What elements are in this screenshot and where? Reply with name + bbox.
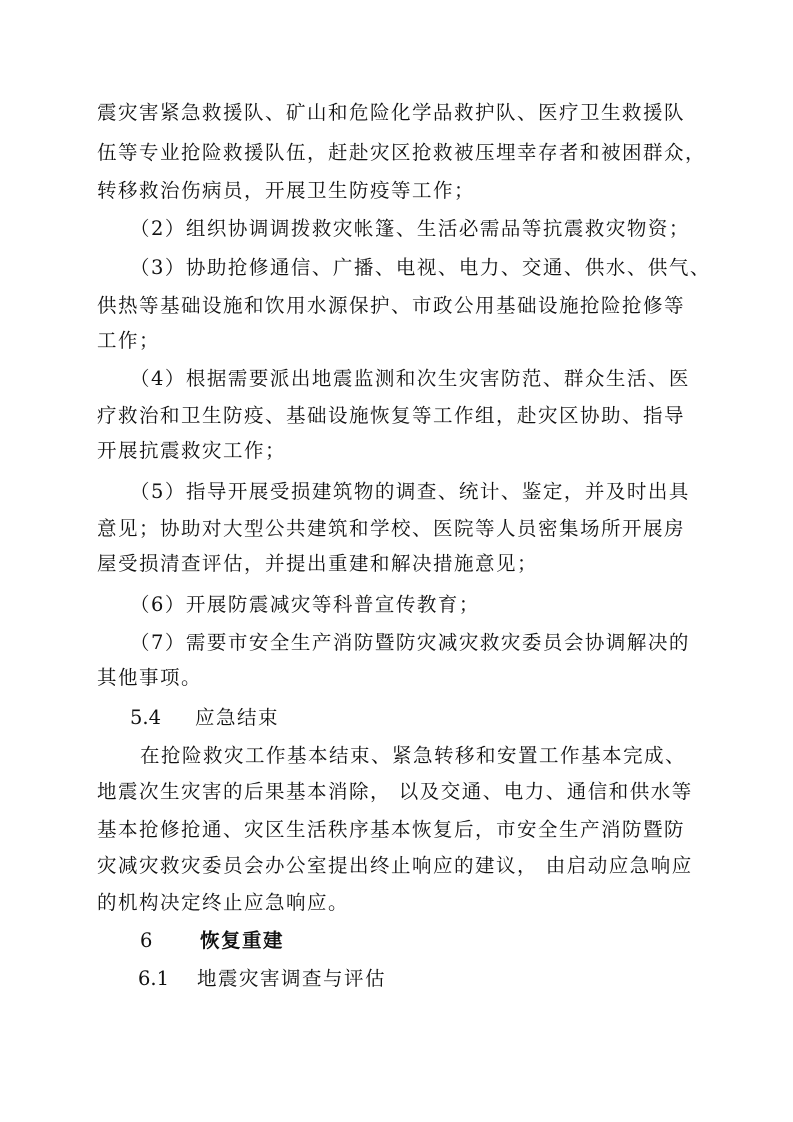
text-line: 屋受损清查评估，并提出重建和解决措施意见； <box>97 552 539 575</box>
section-title: 应急结束 <box>195 706 280 729</box>
list-item-7: （7）需要市安全生产消防暨防灾减灾救灾委员会协调解决的 <box>130 631 690 654</box>
text-line: 工作； <box>97 329 161 352</box>
text-line: 震灾害紧急救援队、矿山和危险化学品救护队、医疗卫生救援队 <box>97 101 686 124</box>
section-number: 6 <box>140 929 153 952</box>
list-item-2: （2）组织协调调拨救灾帐篷、生活必需品等抗震救灾物资； <box>130 217 690 240</box>
text-line: 伍等专业抢险救援队伍，赶赴灾区抢救被压埋幸存者和被困群众， <box>97 141 707 164</box>
text-line: 疗救治和卫生防疫、基础设施恢复等工作组，赴灾区协助、指导 <box>97 404 686 427</box>
section-title: 恢复重建 <box>200 929 285 952</box>
text-line: 其他事项。 <box>97 666 203 689</box>
paragraph-line: 在抢险救灾工作基本结束、紧急转移和安置工作基本完成、 <box>140 744 687 767</box>
section-number: 5.4 <box>130 706 162 729</box>
text-line: 开展抗震救灾工作； <box>97 439 287 462</box>
text-line: 意见；协助对大型公共建筑和学校、医院等人员密集场所开展房 <box>97 517 686 540</box>
paragraph-line: 的机构决定终止应急响应。 <box>97 891 350 914</box>
text-line: 供热等基础设施和饮用水源保护、市政公用基础设施抢险抢修等 <box>97 294 686 317</box>
paragraph-line: 基本抢修抢通、灾区生活秩序基本恢复后，市安全生产消防暨防 <box>97 818 686 841</box>
list-item-4: （4）根据需要派出地震监测和次生灾害防范、群众生活、医 <box>130 367 690 390</box>
section-title: 地震灾害调查与评估 <box>197 967 387 990</box>
list-item-6: （6）开展防震减灾等科普宣传教育； <box>130 593 480 616</box>
list-item-3: （3）协助抢修通信、广播、电视、电力、交通、供水、供气、 <box>130 256 711 279</box>
list-item-5: （5）指导开展受损建筑物的调查、统计、鉴定，并及时出具 <box>130 480 690 503</box>
paragraph-line: 灾减灾救灾委员会办公室提出终止响应的建议， 由启动应急响应 <box>97 854 693 877</box>
section-number: 6.1 <box>138 967 170 990</box>
text-line: 转移救治伤病员，开展卫生防疫等工作； <box>97 179 476 202</box>
paragraph-line: 地震次生灾害的后果基本消除， 以及交通、电力、通信和供水等 <box>97 780 693 803</box>
